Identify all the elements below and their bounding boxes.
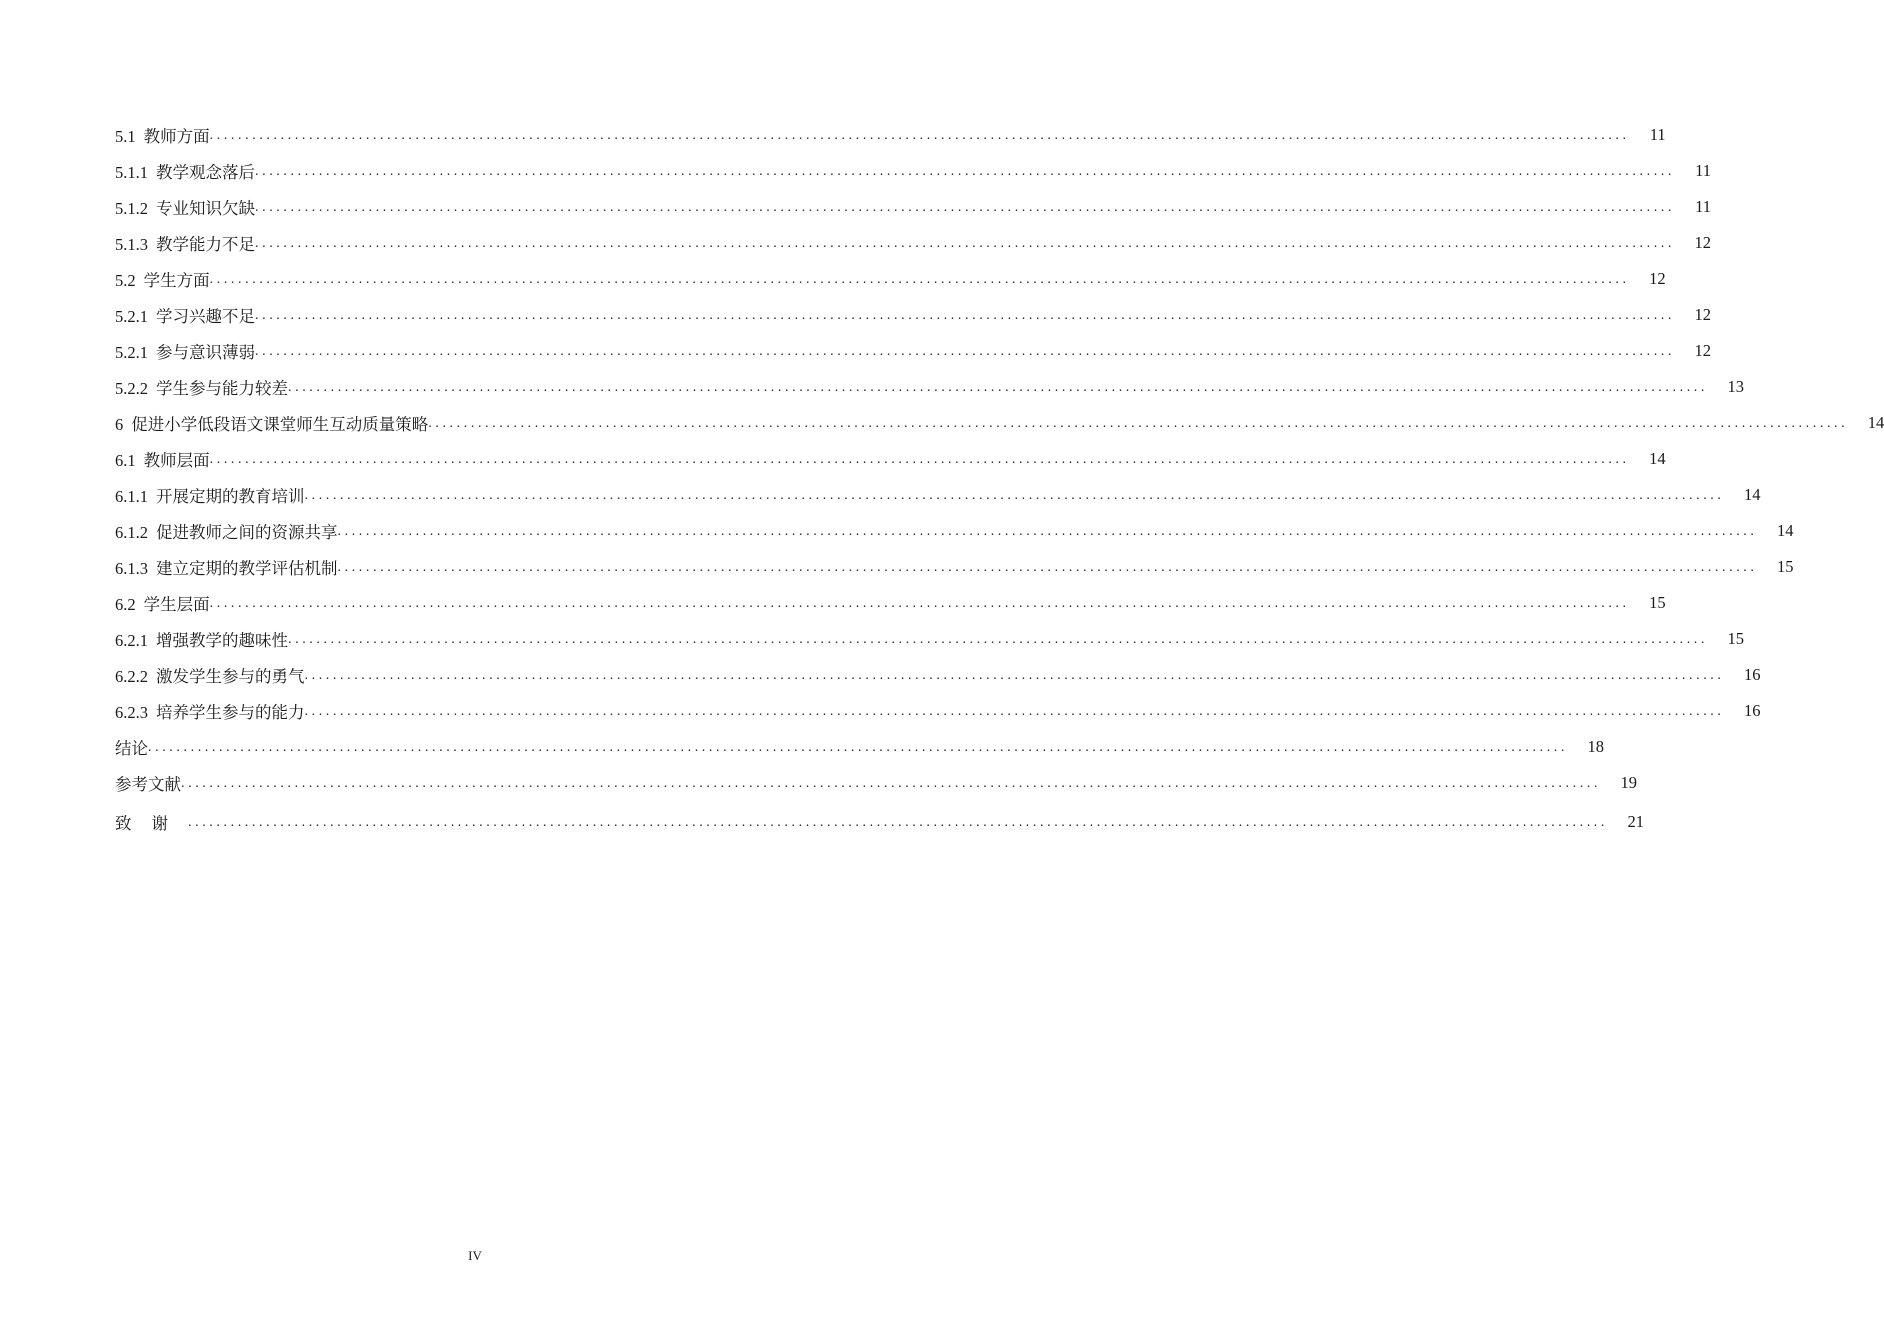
toc-entry-number: 5.1.2 [115,199,148,218]
toc-entry-label [115,555,338,579]
toc-entry[interactable] [115,693,1761,729]
toc-entry-page: 14 [1649,449,1666,468]
dot-leader: ........................................................................................................................................................................................................ [304,704,1725,719]
toc-entry-page: 13 [1727,377,1744,396]
toc-entry[interactable] [115,297,1711,333]
dot-leader: ........................................................................................................................................................................................................ [181,776,1601,791]
toc-entry-page: 14 [1867,413,1884,432]
toc-entry-label [115,411,428,435]
toc-entry-label [115,735,148,759]
toc-entry-title: 促进教师之间的资源共享 [156,523,338,542]
toc-entry-title: 激发学生参与的勇气 [156,667,305,686]
toc-entry-page: 21 [1627,812,1644,831]
toc-entry-label [115,123,210,147]
toc-entry-title: 专业知识欠缺 [156,199,255,218]
toc-entry-number: 5.2.2 [115,379,148,398]
toc-entry[interactable] [115,189,1711,225]
toc-entry-label [115,231,255,255]
toc-entry-number: 5.1.3 [115,235,148,254]
toc-entry-title: 教师方面 [143,127,210,146]
toc-entry-page: 14 [1744,485,1761,504]
toc-entry[interactable] [115,225,1711,261]
toc-entry[interactable] [115,585,1666,621]
dot-leader: ........................................................................................................................................................................................................ [288,380,1708,395]
toc-entry-title: 建立定期的教学评估机制 [156,559,338,578]
toc-entry-title: 促进小学低段语文课堂师生互动质量策略 [131,415,429,434]
toc-entry[interactable] [115,441,1666,477]
toc-entry-title: 结论 [115,739,148,758]
toc-entry-page: 12 [1649,269,1666,288]
toc-entry-label [115,483,305,507]
toc-entry-label [115,159,255,183]
toc-entry-page: 18 [1587,737,1604,756]
toc-entry-title: 学生方面 [143,271,210,290]
toc-entry-page: 11 [1649,125,1666,144]
toc-entry-label [115,627,288,651]
toc-entry-number: 6.2 [115,595,136,614]
dot-leader: ........................................................................................................................................................................................................ [337,560,1758,575]
toc-entry[interactable] [115,369,1744,405]
dot-leader: ........................................................................................................................................................................................................ [428,416,1849,431]
toc-entry-acknowledgements[interactable] [115,803,1644,841]
toc-entry-number: 6.2.3 [115,703,148,722]
toc-entry[interactable] [115,513,1794,549]
toc-entry-number: 5.2.1 [115,307,148,326]
toc-entry-page: 14 [1777,521,1794,540]
toc-entry-page: 19 [1620,773,1637,792]
toc-entry[interactable] [115,549,1794,585]
toc-entry-number: 6.1.1 [115,487,148,506]
toc-entry-label [115,447,210,471]
dot-leader: ........................................................................................................................................................................................................ [209,128,1630,143]
toc-entry-title: 教学能力不足 [156,235,255,254]
toc-entry[interactable] [115,657,1761,693]
toc-entry[interactable] [115,261,1666,297]
toc-entry[interactable] [115,405,1884,441]
table-of-contents [115,117,1884,841]
toc-entry-number: 5.2 [115,271,136,290]
dot-leader: ........................................................................................................................................................................................................ [148,740,1568,755]
toc-entry-title: 参与意识薄弱 [156,343,255,362]
toc-entry-number: 6.2.1 [115,631,148,650]
dot-leader: ........................................................................................................................................................................................................ [209,596,1630,611]
page-number: IV [468,1248,482,1263]
toc-entry[interactable] [115,117,1666,153]
dot-leader: ........................................................................................................................................................................................................ [304,488,1725,503]
toc-entry-label [115,303,255,327]
toc-entry-label [115,771,181,795]
toc-entry-page: 11 [1695,197,1711,216]
toc-entry-number: 5.1.1 [115,163,148,182]
toc-entry-title: 致谢 [115,814,188,833]
toc-entry[interactable] [115,477,1761,513]
toc-entry-label [115,195,255,219]
toc-entry-number: 6.1.3 [115,559,148,578]
toc-entry-title: 教学观念落后 [156,163,255,182]
toc-entry-title: 学生层面 [143,595,210,614]
toc-entry-number: 6.1.2 [115,523,148,542]
toc-entry-label [115,699,305,723]
toc-entry-page: 16 [1744,701,1761,720]
toc-entry-page: 12 [1694,341,1711,360]
toc-entry-number: 5.2.1 [115,343,148,362]
toc-entry-title: 开展定期的教育培训 [156,487,305,506]
toc-entry-page: 11 [1695,161,1711,180]
dot-leader: ........................................................................................................................................................................................................ [255,164,1675,179]
toc-entry-page: 15 [1777,557,1794,576]
dot-leader: ........................................................................................................................................................................................................ [255,200,1675,215]
toc-entry-number: 5.1 [115,127,136,146]
toc-entry-page: 16 [1744,665,1761,684]
toc-entry-label [115,810,188,834]
dot-leader: ........................................................................................................................................................................................................ [255,344,1675,359]
toc-entry-label [115,519,338,543]
dot-leader: ........................................................................................................................................................................................................ [209,452,1630,467]
toc-entry-title: 学生参与能力较差 [156,379,288,398]
dot-leader: ........................................................................................................................................................................................................ [288,632,1708,647]
toc-entry-label [115,591,210,615]
toc-entry-label [115,663,305,687]
toc-entry[interactable] [115,621,1744,657]
toc-entry-number: 6 [115,415,124,434]
toc-entry-title: 教师层面 [143,451,210,470]
toc-entry-page: 12 [1694,233,1711,252]
dot-leader: ........................................................................................................................................................................................................ [337,524,1758,539]
dot-leader: ........................................................................................................................................................................................................ [255,236,1675,251]
dot-leader: ........................................................................................................................................................................................................ [209,272,1630,287]
toc-entry-page: 15 [1649,593,1666,612]
toc-entry-label [115,339,255,363]
toc-entry-title: 参考文献 [115,775,181,794]
toc-entry-references[interactable] [115,765,1637,801]
toc-entry-label [115,375,288,399]
toc-entry[interactable] [115,153,1711,189]
toc-entry-title: 培养学生参与的能力 [156,703,305,722]
toc-entry-number: 6.1 [115,451,136,470]
toc-entry-page: 12 [1694,305,1711,324]
toc-entry-title: 学习兴趣不足 [156,307,255,326]
toc-entry-number: 6.2.2 [115,667,148,686]
toc-entry-conclusion[interactable] [115,729,1604,765]
toc-entry-page: 15 [1727,629,1744,648]
toc-entry[interactable] [115,333,1711,369]
toc-entry-label [115,267,210,291]
dot-leader: ........................................................................................................................................................................................................ [304,668,1725,683]
dot-leader: ........................................................................................................................................................................................................ [188,815,1608,830]
toc-entry-title: 增强教学的趣味性 [156,631,288,650]
dot-leader: ........................................................................................................................................................................................................ [255,308,1675,323]
